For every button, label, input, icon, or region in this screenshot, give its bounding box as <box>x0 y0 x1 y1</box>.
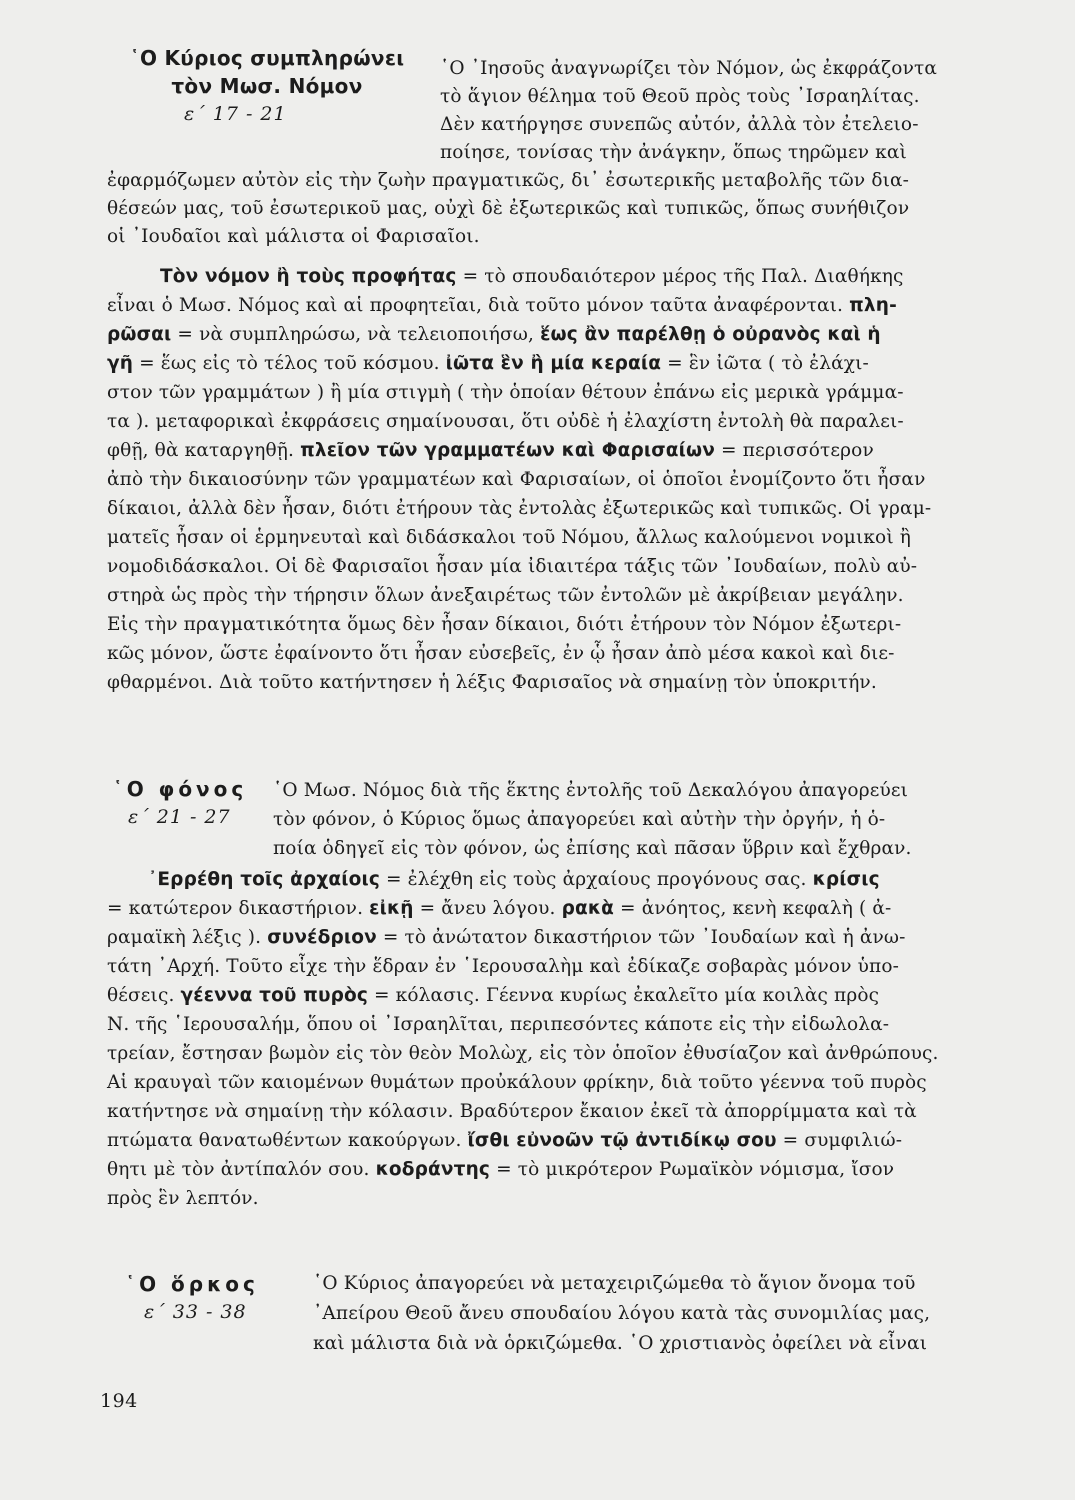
text-line: φθαρμένοι. Διὰ τοῦτο κατήντησεν ἡ λέξις Φαρισαῖος νὰ σημαίνῃ τὸν ὑποκριτήν. <box>107 672 877 693</box>
definition: = ἀνόητος, κενὴ κεφαλὴ ( ἀ- <box>614 898 892 919</box>
text-line <box>107 437 874 465</box>
text-line <box>107 924 906 952</box>
definition: φθῇ, θὰ καταργηθῇ. <box>107 440 301 461</box>
term: ρακὰ <box>561 898 614 919</box>
text-line <box>107 350 869 378</box>
term: κοδράντης <box>375 1159 491 1180</box>
text-line: ἐφαρμόζωμεν αὐτὸν εἰς τὴν ζωὴν πραγματικῶς, δι᾿ ἐσωτερικῆς μεταβολῆς τῶν δια- <box>107 170 910 191</box>
text-line <box>107 1156 894 1184</box>
term: ρῶσαι <box>107 324 172 345</box>
term: ἴσθι εὐνοῶν τῷ ἀντιδίκῳ σου <box>467 1130 777 1151</box>
text-line: τα ). μεταφορικαὶ ἐκφράσεις σημαίνουσαι, ὅτι οὐδὲ ἡ ἐλαχίστη ἐντολὴ θὰ παραλει- <box>107 411 904 432</box>
term: ἰῶτα ἓν ἢ μία κεραία <box>445 353 662 374</box>
text-line: ποία ὁδηγεῖ εἰς τὸν φόνον, ὡς ἐπίσης καὶ πᾶσαν ὕβριν καὶ ἔχθραν. <box>273 838 912 859</box>
text-line: Δὲν κατήργησε συνεπῶς αὐτόν, ἀλλὰ τὸν ἐτελειο- <box>440 114 919 135</box>
definition: θητι μὲ τὸν ἀντίπαλόν σου. <box>107 1159 376 1180</box>
text-line: κῶς μόνον, ὥστε ἐφαίνοντο ὅτι ἦσαν εὐσεβεῖς, ἐν ᾧ ἦσαν ἀπὸ μέσα κακοὶ καὶ διε- <box>107 643 895 664</box>
definition: = τὸ σπουδαιότερον μέρος τῆς Παλ. Διαθήκης <box>456 266 904 287</box>
definition: = συμφιλιώ- <box>776 1130 903 1151</box>
heading-line: ῾Ο φόνος <box>112 777 248 801</box>
text-line <box>107 1127 902 1155</box>
heading-line: ῾Ο ὅρκος <box>125 1272 259 1296</box>
text-line <box>107 895 891 923</box>
text-line: ματεῖς ἦσαν οἱ ἑρμηνευταὶ καὶ διδάσκαλοι τοῦ Νόμου, ἄλλως καλούμενοι νομικοὶ ἢ <box>107 527 912 548</box>
text-line: καὶ μάλιστα διὰ νὰ ὁρκιζώμεθα. ῾Ο χριστιανὸς ὀφείλει νὰ εἶναι <box>313 1333 928 1354</box>
term: κρίσις <box>812 869 880 890</box>
text-line: κατήντησε νὰ σημαίνῃ τὴν κόλασιν. Βραδύτερον ἔκαιον ἐκεῖ τὰ ἀπορρίμματα καὶ τὰ <box>107 1101 917 1122</box>
text-line: νομοδιδάσκαλοι. Οἱ δὲ Φαρισαῖοι ἦσαν μία ἰδιαιτέρα τάξις τῶν ᾿Ιουδαίων, πολὺ αὐ- <box>107 556 918 577</box>
page-number: 194 <box>100 1390 138 1412</box>
definition: πτώματα θανατωθέντων κακούργων. <box>107 1130 468 1151</box>
term: συνέδριον <box>267 927 377 948</box>
text-line <box>148 866 880 894</box>
text-line <box>160 263 904 291</box>
text-line: τὸ ἅγιον θέλημα τοῦ Θεοῦ πρὸς τοὺς ᾿Ισραηλίτας. <box>440 86 920 107</box>
text-line: ποίησε, τονίσας τὴν ἀνάγκην, ὅπως τηρῶμεν καὶ <box>440 142 907 163</box>
definition: = ἄνευ λόγου. <box>413 898 562 919</box>
text-line: τὸν φόνον, ὁ Κύριος ὅμως ἀπαγορεύει καὶ αὐτὴν τὴν ὀργήν, ἡ ὁ- <box>273 809 886 830</box>
term: πλεῖον τῶν γραμματέων καὶ Φαρισαίων <box>300 440 715 461</box>
section-heading <box>112 1270 272 1326</box>
definition: = κόλασις. Γέεννα κυρίως ἐκαλεῖτο μία κοιλὰς πρὸς <box>367 985 880 1006</box>
text-line: Αἱ κραυγαὶ τῶν καιομένων θυμάτων προὐκάλουν φρίκην, διὰ τοῦτο γέεννα τοῦ πυρὸς <box>107 1072 927 1093</box>
text-line: οἱ ᾿Ιουδαῖοι καὶ μάλιστα οἱ Φαρισαῖοι. <box>107 226 480 247</box>
section-heading <box>112 44 422 128</box>
text-line: δίκαιοι, ἀλλὰ δὲν ἦσαν, διότι ἐτήρουν τὰς ἐντολὰς ἐξωτερικῶς καὶ τυπικῶς. Οἱ γραμ- <box>107 498 932 519</box>
text-line: στηρὰ ὡς πρὸς τὴν τήρησιν ὅλων ἀνεξαιρέτως τῶν ἐντολῶν μὲ ἀκρίβειαν μεγάλην. <box>107 585 904 606</box>
text-line: ᾿Απείρου Θεοῦ ἄνευ σπουδαίου λόγου κατὰ τὰς συνομιλίας μας, <box>313 1303 931 1324</box>
verse-reference: ε΄ 21 - 27 <box>128 806 231 828</box>
definition: = ἐλέχθη εἰς τοὺς ἀρχαίους προγόνους σας. <box>379 869 813 890</box>
text-line: θέσεών μας, τοῦ ἐσωτερικοῦ μας, οὐχὶ δὲ ἐξωτερικῶς καὶ τυπικῶς, ὅπως συνήθιζον <box>107 198 910 219</box>
term: ἕως ἂν παρέλθῃ ὁ οὐρανὸς καὶ ἡ <box>540 324 881 345</box>
term: γέεννα τοῦ πυρὸς <box>180 985 368 1006</box>
text-line: Ν. τῆς ῾Ιερουσαλήμ, ὅπου οἱ ᾿Ισραηλῖται, περιπεσόντες κάποτε εἰς τὴν εἰδωλολα- <box>107 1014 890 1035</box>
definition: εἶναι ὁ Μωσ. Νόμος καὶ αἱ προφητεῖαι, διὰ τοῦτο μόνον ταῦτα ἀναφέρονται. <box>107 295 850 316</box>
text-line <box>107 982 879 1010</box>
definition: = ἓν ἰῶτα ( τὸ ἐλάχι- <box>661 353 869 374</box>
text-line <box>107 321 881 349</box>
text-line <box>107 292 897 320</box>
text-line: ἀπὸ τὴν δικαιοσύνην τῶν γραμματέων καὶ Φαρισαίων, οἱ ὁποῖοι ἐνομίζοντο ὅτι ἦσαν <box>107 469 926 490</box>
definition: = νὰ συμπληρώσω, νὰ τελειοποιήσω, <box>171 324 541 345</box>
definition: = περισσότερον <box>714 440 874 461</box>
text-line: τρείαν, ἔστησαν βωμὸν εἰς τὸν θεὸν Μολὼχ, εἰς τὸν ὁποῖον ἐθυσίαζον καὶ ἀνθρώπους. <box>107 1043 939 1064</box>
definition: = ἕως εἰς τὸ τέλος τοῦ κόσμου. <box>133 353 446 374</box>
term: εἰκῇ <box>369 898 414 919</box>
definition: = τὸ μικρότερον Ρωμαϊκὸν νόμισμα, ἴσον <box>490 1159 895 1180</box>
text-line: ῾Ο Κύριος ἀπαγορεύει νὰ μεταχειριζώμεθα τὸ ἅγιον ὄνομα τοῦ <box>313 1273 916 1294</box>
term: γῆ <box>107 353 134 374</box>
term: Τὸν νόμον ἢ τοὺς προφήτας <box>160 266 457 287</box>
definition: = κατώτερον δικαστήριον. <box>107 898 370 919</box>
text-line: Εἰς τὴν πραγματικότητα ὅμως δὲν ἦσαν δίκαιοι, διότι ἐτήρουν τὸν Νόμον ἐξωτερι- <box>107 614 902 635</box>
heading-line: ῾Ο Κύριος συμπληρώνει <box>129 46 405 70</box>
verse-reference: ε΄ 33 - 38 <box>144 1301 247 1323</box>
heading-line: τὸν Μωσ. Νόμον <box>171 74 363 98</box>
definition: θέσεις. <box>107 985 181 1006</box>
text-line: τάτη ᾿Αρχή. Τοῦτο εἶχε τὴν ἕδραν ἐν ῾Ιερουσαλὴμ καὶ ἐδίκαζε σοβαρὰς μόνον ὑπο- <box>107 956 900 977</box>
definition: = τὸ ἀνώτατον δικαστήριον τῶν ᾿Ιουδαίων καὶ ἡ ἀνω- <box>376 927 906 948</box>
term: ᾿Ερρέθη τοῖς ἀρχαίοις <box>148 869 380 890</box>
term: πλη- <box>849 295 897 316</box>
text-line: στον τῶν γραμμάτων ) ἢ μία στιγμὴ ( τὴν ὁποίαν θέτουν ἐπάνω εἰς μερικὰ γράμμα- <box>107 382 904 403</box>
text-line: ῾Ο Μωσ. Νόμος διὰ τῆς ἕκτης ἐντολῆς τοῦ Δεκαλόγου ἀπαγορεύει <box>273 780 908 801</box>
definition: ραμαϊκὴ λέξις ). <box>107 927 268 948</box>
text-line: ῾Ο ᾿Ιησοῦς ἀναγνωρίζει τὸν Νόμον, ὡς ἐκφράζοντα <box>440 58 938 79</box>
text-line: πρὸς ἓν λεπτόν. <box>107 1188 259 1209</box>
section-heading <box>100 775 260 831</box>
verse-reference: ε΄ 17 - 21 <box>184 103 287 125</box>
